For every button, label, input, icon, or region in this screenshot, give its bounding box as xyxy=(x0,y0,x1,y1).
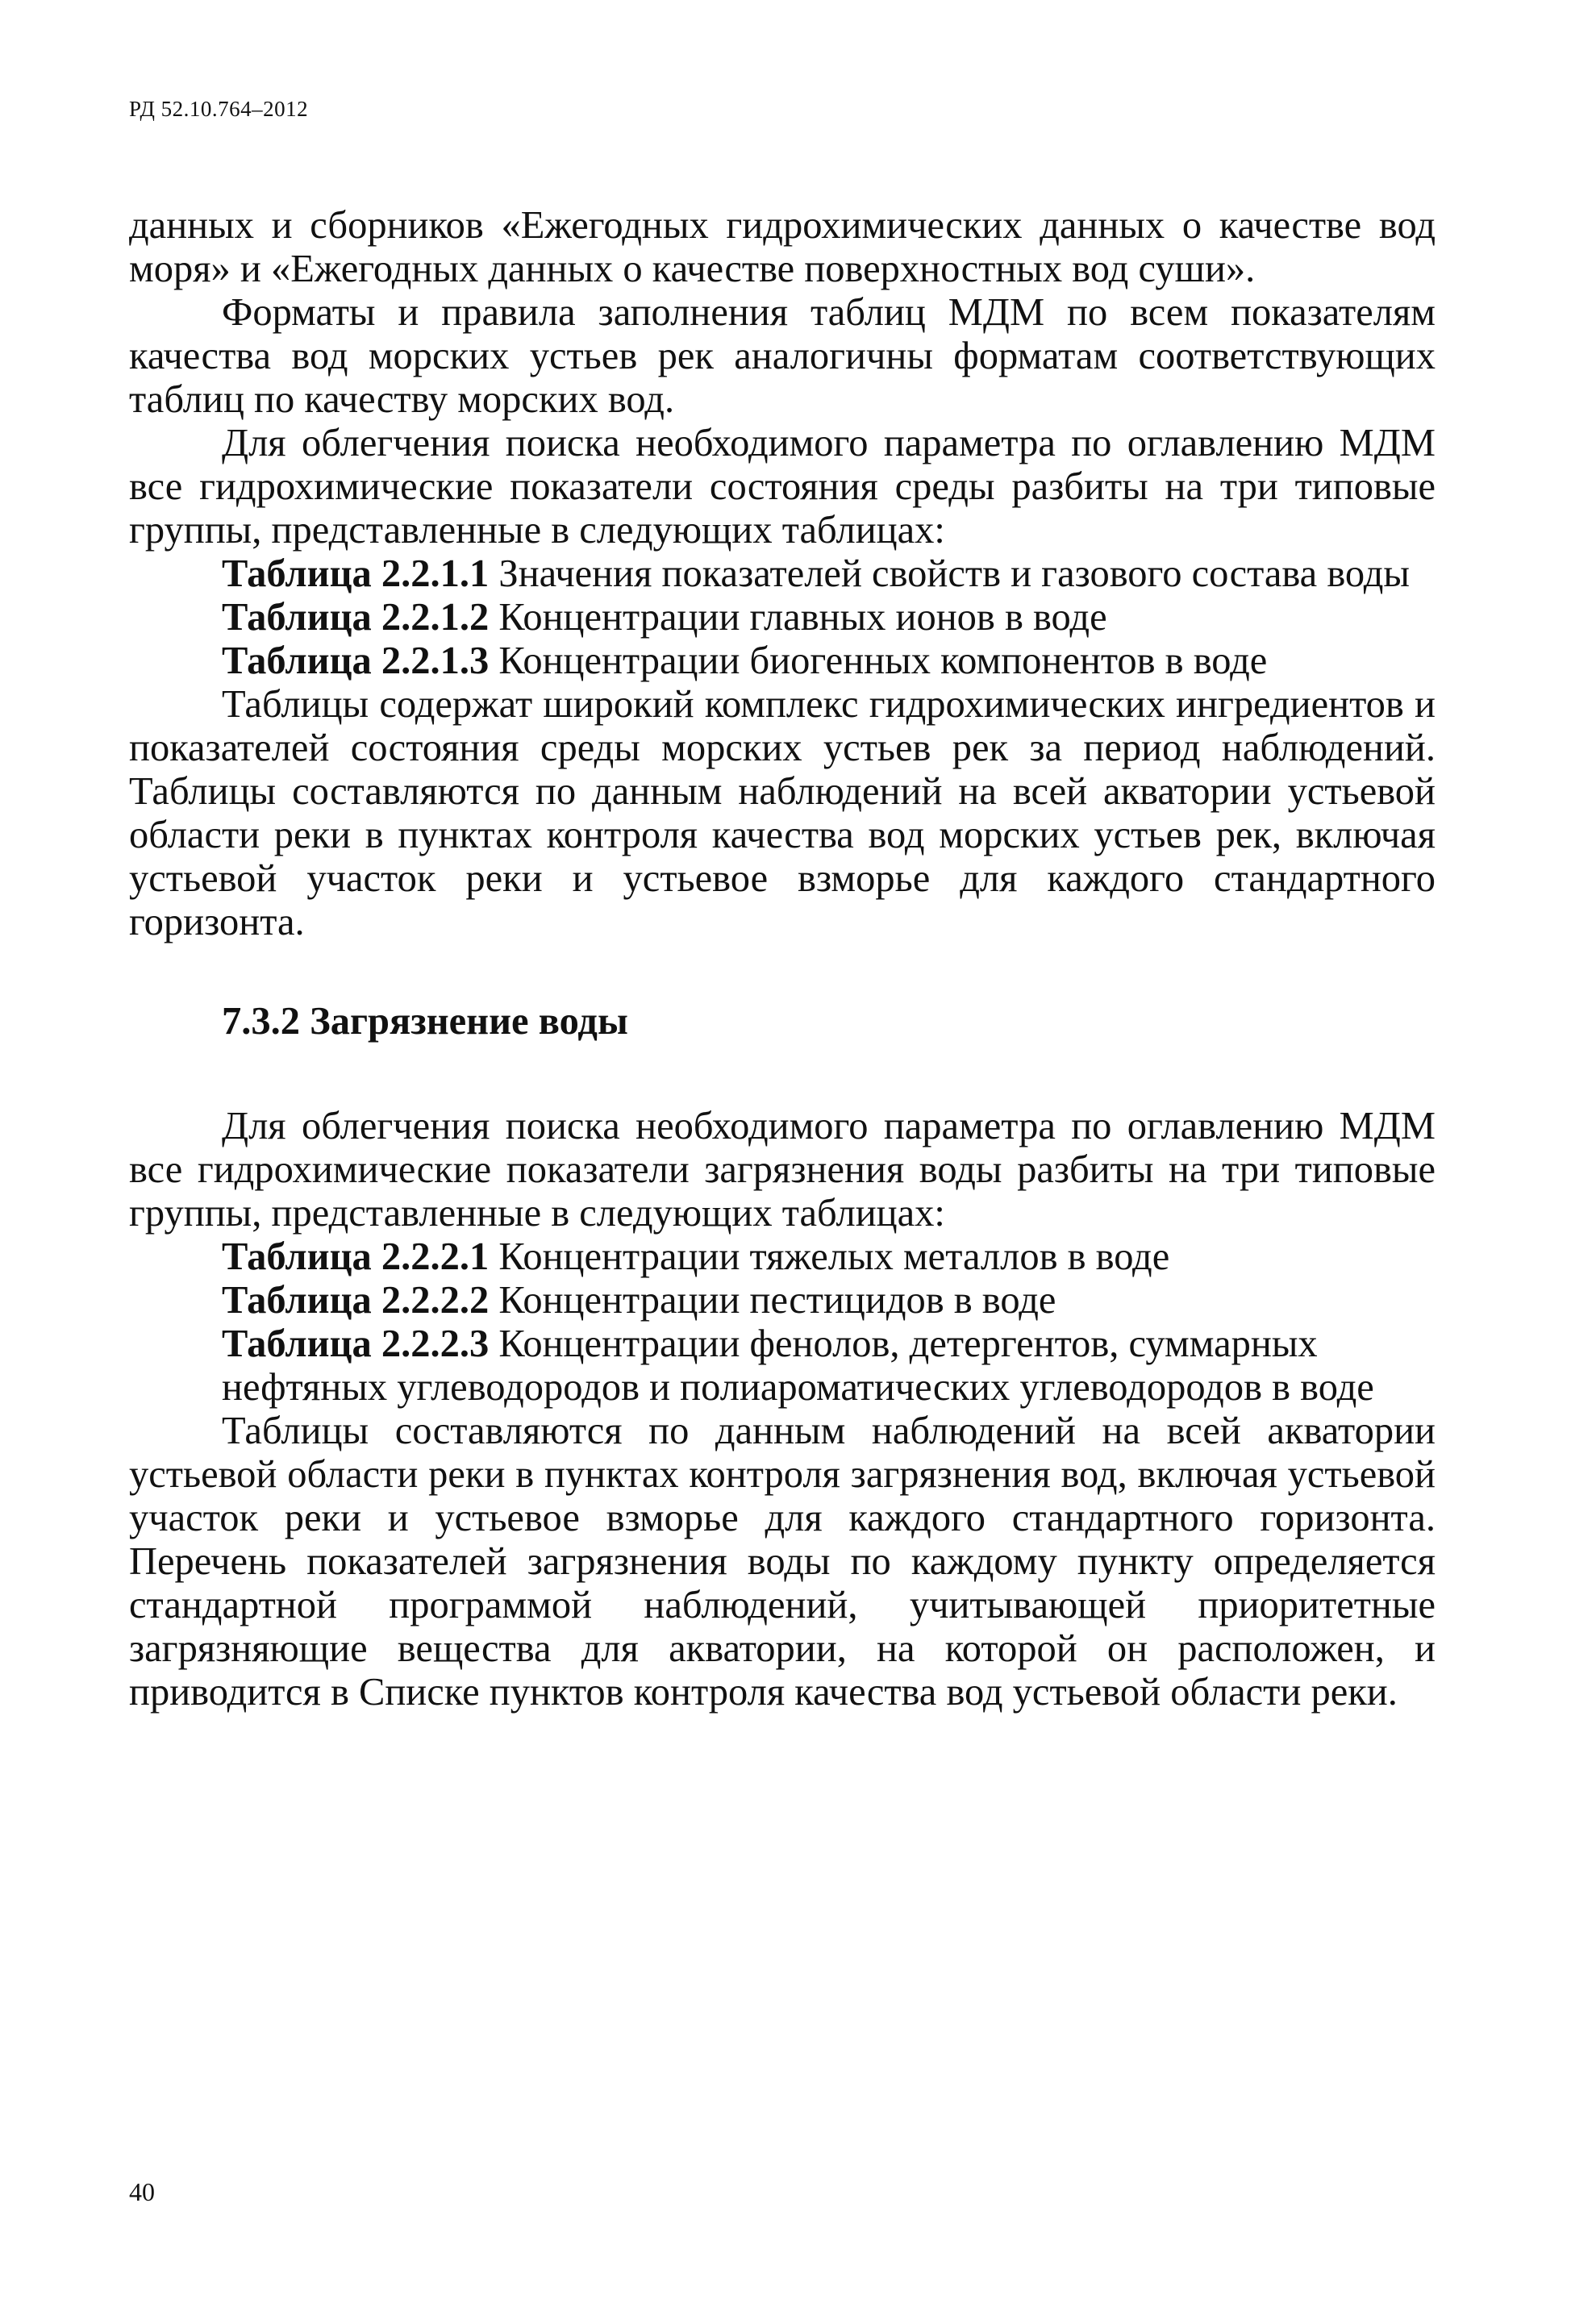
section-paragraph-2: Таблицы составляются по данным наблюдений на всей акватории устьевой области реки в пунктах контроля загрязнения вод, включая устьевой участок реки и устьевое взморье для каждого стандартного горизонта. Перечень показателей загрязнения воды по каждому пункту определяется стандартной программой наблюдений, учитывающей приоритетные загрязняющие вещества для акватории, на которой он расположен, и приводится в Списке пунктов контроля качества вод устьевой области реки. xyxy=(129,1410,1436,1714)
intro-paragraph-2: Форматы и правила заполнения таблиц МДМ по всем показателям качества вод морских устьев рек аналогичны форматам соответствующих таблиц по качеству морских вод. xyxy=(129,291,1436,421)
table-title: Значения показателей свойств и газового состава воды xyxy=(489,552,1411,595)
table-reference xyxy=(129,1322,1436,1410)
table-title: Концентрации биогенных компонентов в воде xyxy=(489,639,1268,682)
table-label: Таблица 2.2.2.1 xyxy=(222,1235,490,1278)
table-reference xyxy=(129,596,1436,639)
table-label: Таблица 2.2.2.2 xyxy=(222,1279,490,1322)
page-number: 40 xyxy=(129,2177,155,2206)
page-content xyxy=(129,204,1436,1714)
intro-paragraph-1: данных и сборников «Ежегодных гидрохимических данных о качестве вод моря» и «Ежегодных данных о качестве поверхностных вод суши». xyxy=(129,204,1436,290)
table-reference xyxy=(129,1279,1436,1322)
table-label: Таблица 2.2.2.3 xyxy=(222,1322,490,1365)
table-label: Таблица 2.2.1.2 xyxy=(222,596,490,639)
table-label: Таблица 2.2.1.3 xyxy=(222,639,490,682)
table-title: Концентрации пестицидов в воде xyxy=(489,1279,1056,1322)
table-title: Концентрации фенолов, детергентов, суммарных xyxy=(489,1322,1318,1365)
table-label: Таблица 2.2.1.1 xyxy=(222,552,490,595)
table-title-continuation: нефтяных углеводородов и полиароматических углеводородов в воде xyxy=(222,1366,1374,1409)
table-reference xyxy=(129,1235,1436,1279)
intro-paragraph-3: Для облегчения поиска необходимого параметра по оглавлению МДМ все гидрохимические показатели состояния среды разбиты на три типовые группы, представленные в следующих таблицах: xyxy=(129,422,1436,552)
intro-paragraph-4: Таблицы содержат широкий комплекс гидрохимических ингредиентов и показателей состояния среды морских устьев рек за период наблюдений. Таблицы составляются по данным наблюдений на всей акватории устьевой области реки в пунктах контроля качества вод морских устьев рек, включая устьевой участок реки и устьевое взморье для каждого стандартного горизонта. xyxy=(129,683,1436,943)
table-reference xyxy=(129,552,1436,596)
table-title: Концентрации главных ионов в воде xyxy=(489,596,1107,639)
table-title: Концентрации тяжелых металлов в воде xyxy=(489,1235,1170,1278)
table-reference xyxy=(129,639,1436,683)
section-paragraph-1: Для облегчения поиска необходимого параметра по оглавлению МДМ все гидрохимические показатели загрязнения воды разбиты на три типовые группы, представленные в следующих таблицах: xyxy=(129,1105,1436,1235)
document-code: РД 52.10.764–2012 xyxy=(129,97,309,121)
section-heading: 7.3.2 Загрязнение воды xyxy=(222,1000,628,1043)
